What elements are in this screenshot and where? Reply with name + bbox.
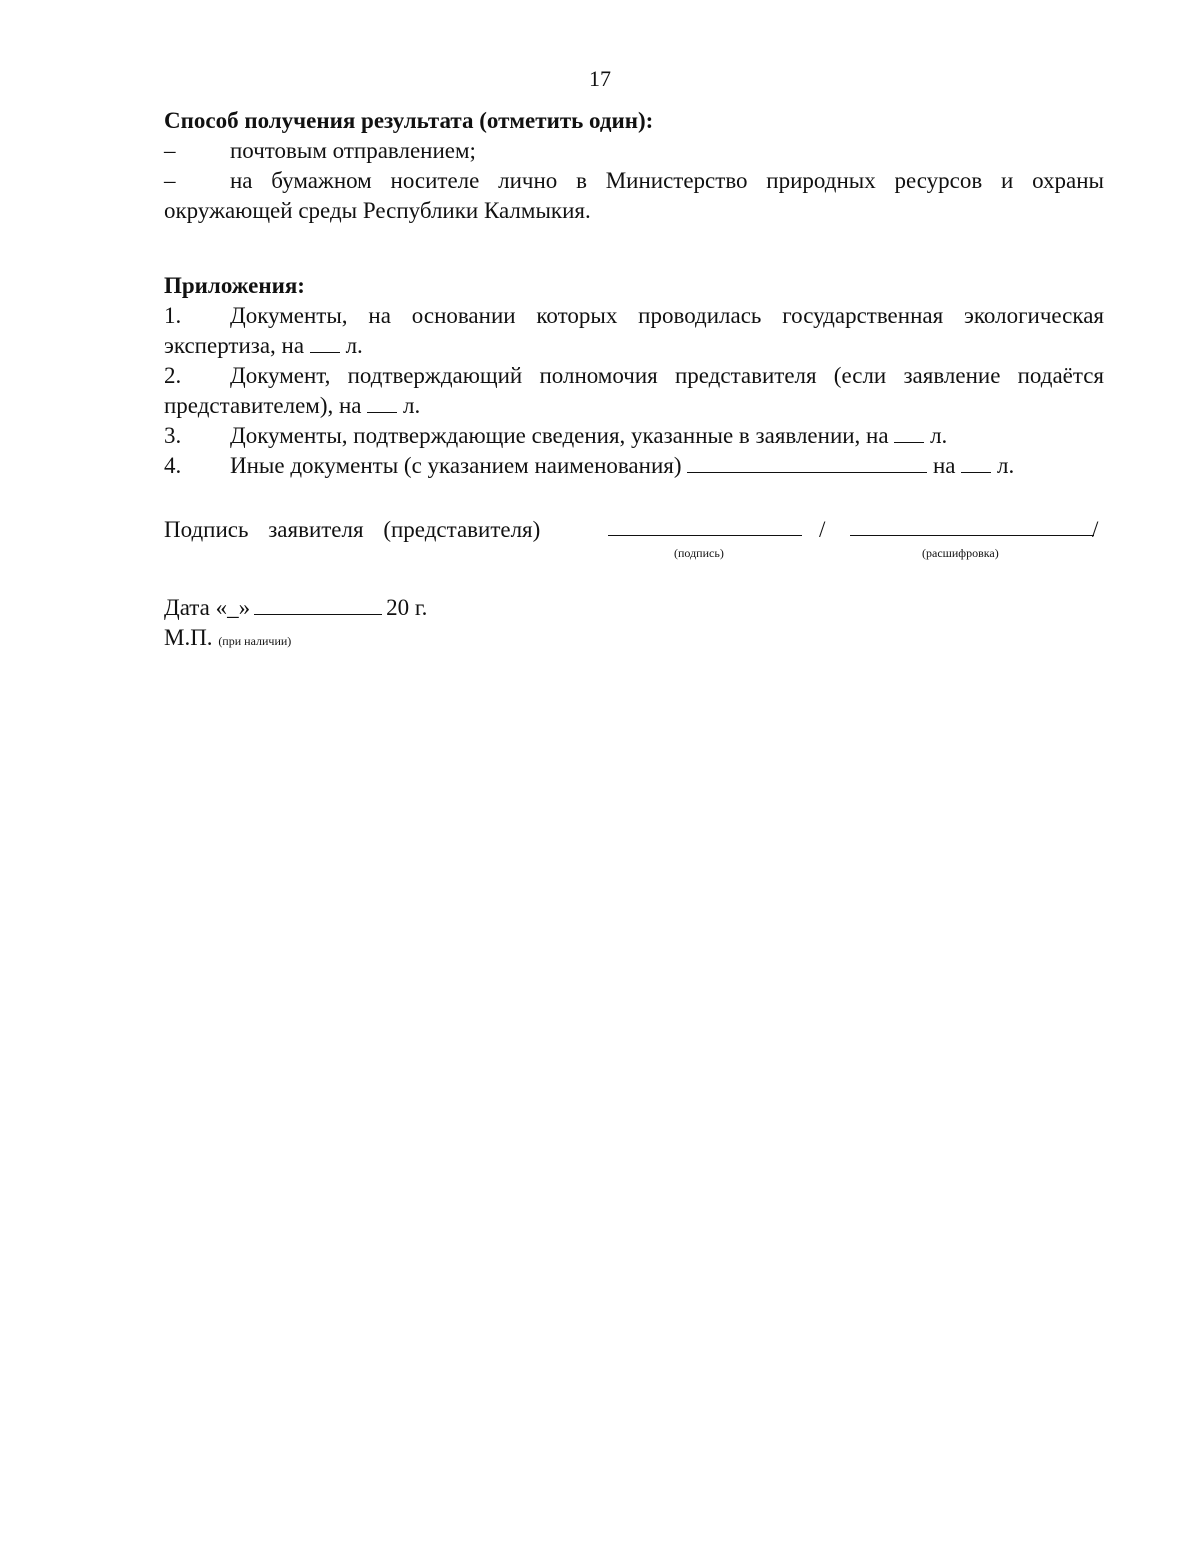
attachment-text: Иные документы (с указанием наименования) [230, 453, 682, 478]
document-body [164, 106, 1104, 656]
item-number: 2. [164, 363, 182, 388]
decoding-caption: (расшифровка) [922, 546, 999, 560]
seal-note: (при наличии) [218, 634, 292, 648]
attachment-item-2 [164, 361, 1104, 421]
pages-count-field[interactable] [894, 422, 924, 443]
attachments-heading: Приложения: [164, 273, 305, 298]
result-option-text: на бумажном носителе лично в Министерство природных ресурсов и охраны окружающей среды Республики Калмыкия. [164, 168, 1104, 223]
attachment-text: Документы, подтверждающие сведения, указанные в заявлении, на [230, 423, 889, 448]
date-month-field[interactable] [254, 594, 382, 615]
date-row [164, 593, 1104, 623]
result-option-paper [164, 166, 1104, 226]
item-number: 1. [164, 303, 182, 328]
attachment-unit: л. [930, 423, 948, 448]
document-name-field[interactable] [687, 452, 927, 473]
seal-label: М.П. [164, 625, 213, 650]
result-option-post [164, 136, 1104, 166]
attachment-text: Документ, подтверждающий полномочия представителя (если заявление подаётся представителем), на [164, 363, 1104, 418]
result-method-heading: Способ получения результата (отметить один): [164, 108, 654, 133]
item-number: 3. [164, 423, 182, 448]
attachment-unit: л. [345, 333, 363, 358]
date-prefix: Дата «_» [164, 595, 251, 620]
item-number: 4. [164, 453, 182, 478]
attachment-item-4 [164, 451, 1104, 481]
signature-row [164, 515, 1104, 575]
pages-count-field[interactable] [961, 452, 991, 473]
result-option-text: почтовым отправлением; [230, 138, 476, 163]
attachment-item-1 [164, 301, 1104, 361]
signature-label: Подпись заявителя (представителя) [164, 517, 541, 542]
page-number: 17 [589, 66, 611, 91]
pages-count-field[interactable] [310, 332, 340, 353]
attachment-unit: л. [997, 453, 1015, 478]
attachment-unit: л. [403, 393, 421, 418]
pages-count-field[interactable] [367, 392, 397, 413]
attachment-item-3 [164, 421, 1104, 451]
signature-decoding-field[interactable] [850, 535, 1094, 536]
seal-row [164, 623, 1104, 656]
signature-field[interactable] [608, 535, 802, 536]
signature-slash-end: / [1092, 517, 1099, 542]
signature-slash: / [819, 517, 826, 542]
date-year: 20 г. [386, 595, 428, 620]
attachment-on: на [933, 453, 956, 478]
dash-marker: – [164, 138, 176, 163]
signature-caption: (подпись) [674, 546, 724, 560]
dash-marker: – [164, 168, 176, 193]
attachment-text: Документы, на основании которых проводилась государственная экологическая экспертиза, на [164, 303, 1104, 358]
